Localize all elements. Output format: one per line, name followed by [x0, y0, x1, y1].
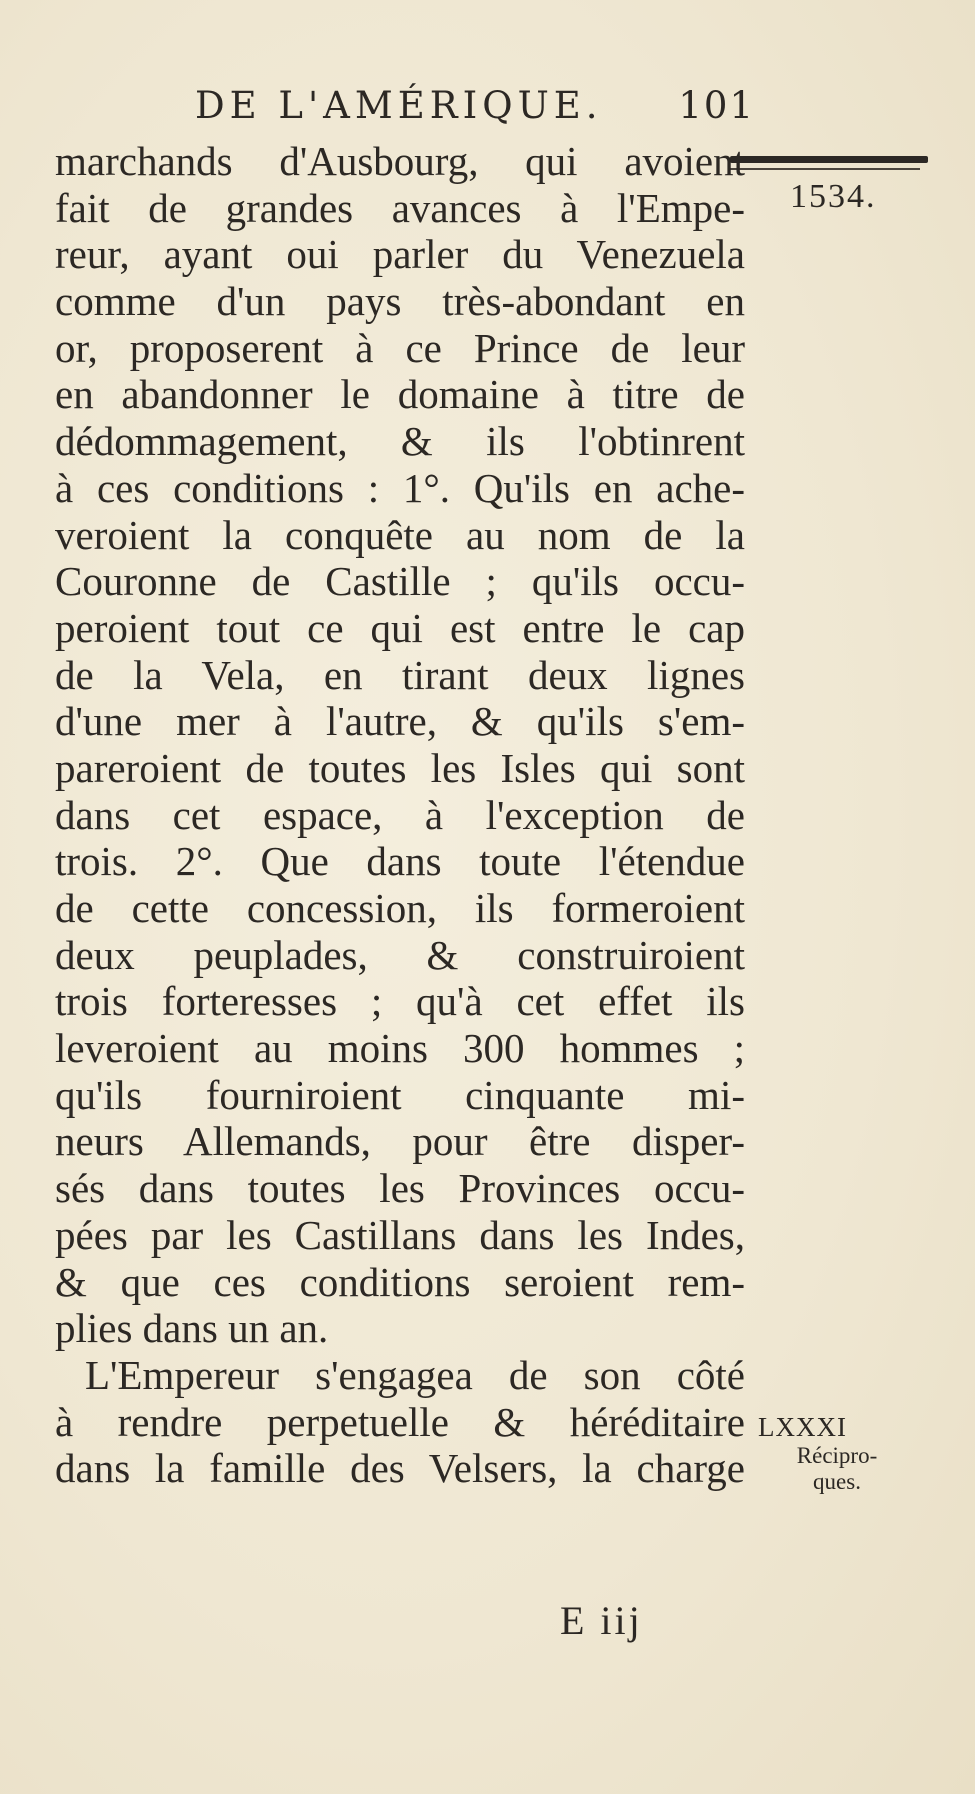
text-line-17: de cette concession, ils formeroient	[55, 885, 745, 931]
text-line-20: leveroient au moins 300 hommes ;	[55, 1025, 745, 1072]
text-line-4: comme d'un pays très-abondant en	[55, 278, 745, 325]
text-line-18: deux peuplades, & construiroient	[55, 931, 745, 978]
text-line-29: dans la famille des Velsers, la charge	[55, 1445, 745, 1492]
margin-note-line-1: Récipro-	[796, 1443, 878, 1468]
running-title: DE L'AMÉRIQUE.	[195, 84, 603, 127]
body-text	[55, 138, 745, 1492]
text-line-2: fait de grandes avances à l'Empe-	[55, 184, 745, 231]
text-line-21: qu'ils fourniroient cinquante mi-	[55, 1071, 745, 1118]
year-rule-thin	[730, 168, 920, 170]
text-line-22: neurs Allemands, pour être disper-	[55, 1118, 745, 1165]
margin-note-line-2: ques.	[813, 1469, 861, 1494]
text-line-13: d'une mer à l'autre, & qu'ils s'em-	[55, 698, 745, 745]
text-line-3: reur, ayant oui parler du Venezuela	[55, 231, 745, 278]
text-line-10: Couronne de Castille ; qu'ils occu-	[55, 558, 745, 605]
text-line-9: veroient la conquête au nom de la	[55, 511, 745, 558]
page-number: 101	[678, 84, 755, 127]
text-line-7: dédommagement, & ils l'obtinrent	[55, 418, 745, 465]
year-rule	[730, 156, 928, 163]
text-line-26: plies dans un an.	[55, 1305, 329, 1352]
running-head	[195, 84, 755, 134]
signature-mark: E iij	[560, 1598, 643, 1643]
text-line-28: à rendre perpetuelle & héréditaire	[55, 1398, 745, 1445]
text-line-15: dans cet espace, à l'exception de	[55, 791, 745, 838]
text-line-8: à ces conditions : 1°. Qu'ils en ache-	[55, 464, 745, 511]
text-line-14: pareroient de toutes les Isles qui sont	[55, 744, 745, 791]
text-line-12: de la Vela, en tirant deux lignes	[55, 651, 745, 698]
text-line-6: en abandonner le domaine à titre de	[55, 371, 745, 418]
text-line-24: pées par les Castillans dans les Indes,	[55, 1211, 745, 1258]
text-line-27: L'Empereur s'engagea de son côté	[85, 1351, 745, 1398]
margin-year: 1534.	[790, 178, 877, 215]
text-line-1: marchands d'Ausbourg, qui avoient	[55, 138, 745, 184]
text-line-16: trois. 2°. Que dans toute l'étendue	[55, 838, 745, 885]
margin-section-number: LXXXI	[758, 1412, 847, 1442]
text-line-25: & que ces conditions seroient rem-	[55, 1258, 745, 1305]
text-line-19: trois forteresses ; qu'à cet effet ils	[55, 978, 745, 1025]
text-line-11: peroient tout ce qui est entre le cap	[55, 604, 745, 651]
text-line-5: or, proposerent à ce Prince de leur	[55, 324, 745, 371]
margin-note	[742, 1443, 932, 1495]
text-line-23: sés dans toutes les Provinces occu-	[55, 1165, 745, 1212]
